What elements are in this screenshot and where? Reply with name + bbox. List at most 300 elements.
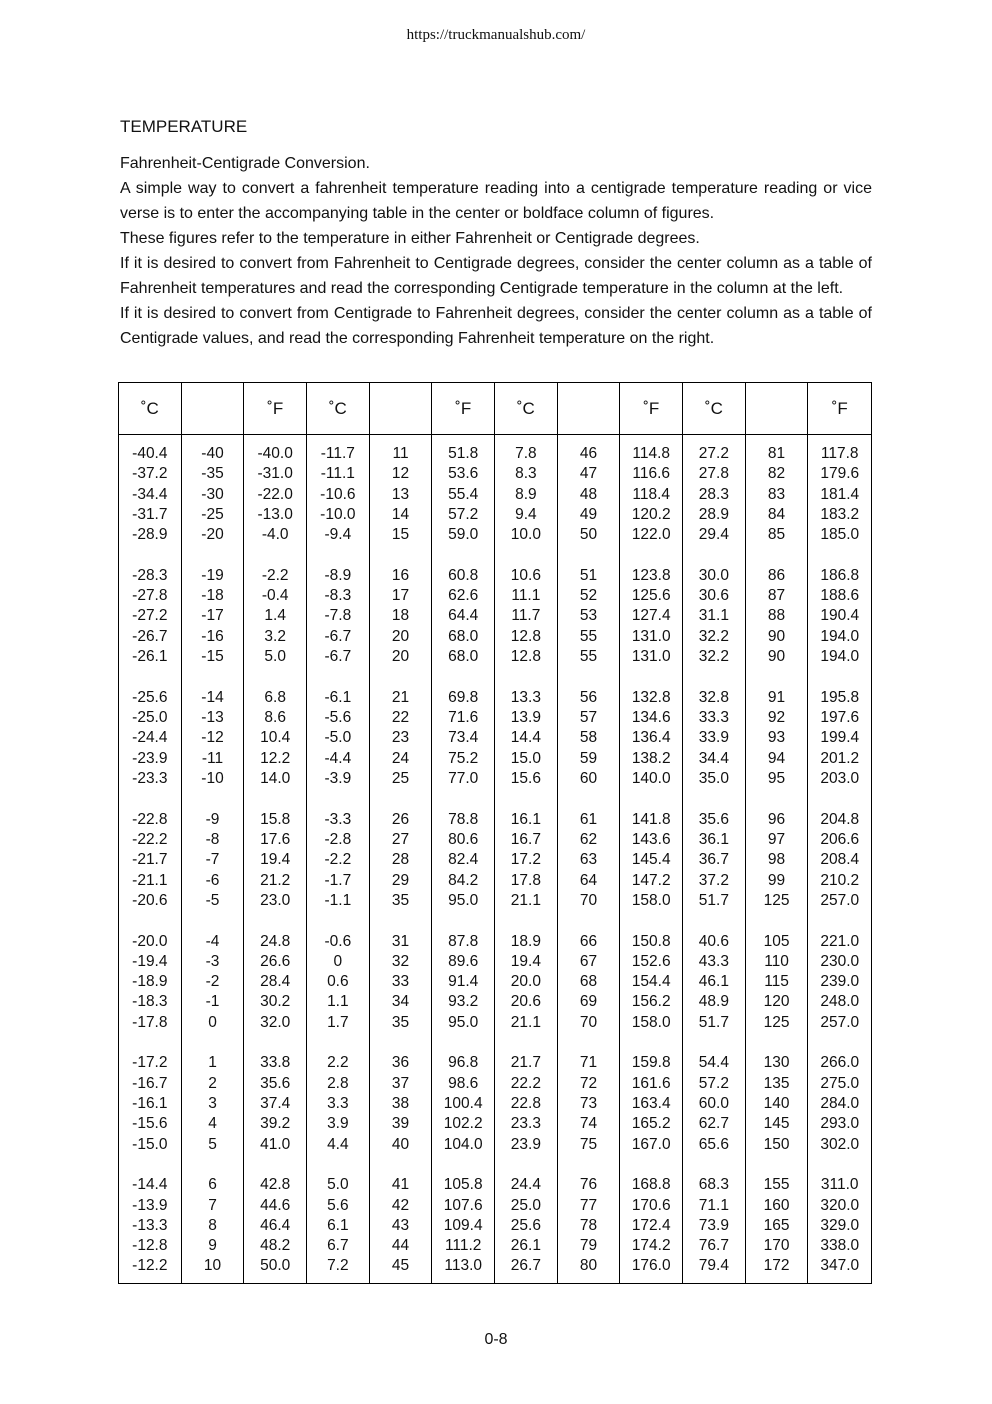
table-cell: 15.0 bbox=[510, 749, 541, 767]
row-group bbox=[620, 688, 682, 789]
table-cell: 20.6 bbox=[510, 993, 541, 1011]
table-cell: 64 bbox=[579, 871, 598, 889]
table-cell: 53 bbox=[579, 607, 598, 625]
row-group bbox=[432, 566, 494, 667]
table-cell: -20.6 bbox=[132, 891, 168, 909]
table-cell: 28 bbox=[391, 851, 410, 869]
row-group bbox=[370, 1175, 432, 1276]
table-cell: -2.2 bbox=[324, 851, 352, 869]
table-cell: 0 bbox=[333, 952, 343, 970]
row-group bbox=[182, 932, 244, 1033]
table-cell: 248.0 bbox=[820, 993, 860, 1011]
table-cell: 15.8 bbox=[260, 810, 291, 828]
row-group bbox=[307, 1053, 369, 1154]
table-cell: -31.7 bbox=[132, 505, 168, 523]
row-group bbox=[432, 688, 494, 789]
table-cell: 257.0 bbox=[820, 1013, 860, 1031]
row-group bbox=[182, 1175, 244, 1276]
table-cell: 73.4 bbox=[448, 729, 479, 747]
table-cell: 26.1 bbox=[510, 1237, 541, 1255]
table-cell: 76.7 bbox=[698, 1237, 729, 1255]
table-cell: 12.2 bbox=[260, 749, 291, 767]
column-header: ˚F bbox=[244, 383, 306, 435]
table-cell: 11.7 bbox=[511, 607, 541, 625]
table-cell: 1.1 bbox=[327, 993, 349, 1011]
row-group bbox=[558, 932, 620, 1033]
table-cell: 46.4 bbox=[260, 1216, 291, 1234]
table-cell: -6.1 bbox=[324, 688, 352, 706]
table-cell: 57.2 bbox=[698, 1074, 729, 1092]
row-group bbox=[620, 810, 682, 911]
table-cell: 28.9 bbox=[698, 505, 729, 523]
table-cell: 206.6 bbox=[820, 830, 860, 848]
table-cell: 16 bbox=[391, 566, 410, 584]
row-group bbox=[370, 444, 432, 545]
table-cell: 125 bbox=[763, 891, 790, 909]
row-group bbox=[119, 444, 181, 545]
table-cell: 90 bbox=[767, 627, 786, 645]
row-group bbox=[307, 932, 369, 1033]
table-cell: 87 bbox=[767, 587, 786, 605]
table-cell: -22.2 bbox=[132, 830, 168, 848]
table-cell: 140 bbox=[763, 1094, 790, 1112]
row-group bbox=[307, 566, 369, 667]
table-cell: 39 bbox=[391, 1115, 410, 1133]
row-group bbox=[244, 1053, 306, 1154]
table-cell: 0 bbox=[208, 1013, 217, 1031]
table-cell: 62.7 bbox=[698, 1115, 729, 1133]
table-cell: 46 bbox=[579, 445, 598, 462]
table-cell: 6.8 bbox=[264, 688, 286, 706]
table-cell: 113.0 bbox=[444, 1257, 483, 1275]
table-cell: 23.0 bbox=[260, 891, 291, 909]
table-column bbox=[432, 383, 495, 1283]
table-cell: 150 bbox=[763, 1135, 790, 1153]
table-cell: 32.2 bbox=[698, 627, 729, 645]
row-group bbox=[432, 1053, 494, 1154]
table-cell: -10.0 bbox=[320, 505, 356, 523]
table-cell: 275.0 bbox=[820, 1074, 860, 1092]
column-header: ˚C bbox=[307, 383, 369, 435]
table-cell: 50.0 bbox=[260, 1257, 291, 1275]
table-cell: 167.0 bbox=[631, 1135, 671, 1153]
row-group bbox=[683, 1175, 745, 1276]
table-cell: -40 bbox=[201, 445, 224, 462]
table-cell: 1 bbox=[208, 1054, 217, 1072]
table-column bbox=[244, 383, 307, 1283]
table-cell: 33.8 bbox=[260, 1054, 291, 1072]
row-group bbox=[683, 932, 745, 1033]
table-cell: 98 bbox=[767, 851, 786, 869]
table-cell: -18.9 bbox=[132, 973, 168, 991]
table-cell: 30.2 bbox=[260, 993, 291, 1011]
table-cell: 79 bbox=[579, 1237, 598, 1255]
table-cell: -31.0 bbox=[257, 465, 293, 483]
table-cell: -15.6 bbox=[132, 1115, 168, 1133]
table-cell: 8.9 bbox=[515, 485, 537, 503]
table-cell: 132.8 bbox=[631, 688, 671, 706]
table-cell: 140.0 bbox=[631, 769, 671, 787]
row-group bbox=[620, 932, 682, 1033]
row-group bbox=[683, 444, 745, 545]
table-cell: 188.6 bbox=[820, 587, 860, 605]
table-cell: -9.4 bbox=[324, 526, 352, 544]
table-cell: 136.4 bbox=[631, 729, 671, 747]
table-cell: -13 bbox=[201, 709, 224, 727]
row-group bbox=[495, 1053, 557, 1154]
table-cell: 156.2 bbox=[631, 993, 671, 1011]
table-cell: 75 bbox=[579, 1135, 598, 1153]
table-cell: 208.4 bbox=[820, 851, 860, 869]
table-cell: 47 bbox=[579, 465, 598, 483]
table-cell: 60.8 bbox=[448, 566, 479, 584]
table-cell: 203.0 bbox=[820, 769, 860, 787]
table-cell: 17.2 bbox=[510, 851, 541, 869]
table-cell: 22 bbox=[391, 709, 410, 727]
table-cell: 49 bbox=[579, 505, 598, 523]
table-cell: 40.6 bbox=[698, 932, 729, 950]
table-column bbox=[307, 383, 370, 1283]
table-cell: 2.2 bbox=[327, 1054, 349, 1072]
table-cell: -8.3 bbox=[324, 587, 352, 605]
intro-paragraph: A simple way to convert a fahrenheit temperature reading into a centigrade temperature reading or vice verse is to enter the accompanying table in the center or boldface column of figures. bbox=[120, 180, 872, 222]
table-cell: -40.0 bbox=[257, 445, 293, 462]
table-cell: -6.7 bbox=[324, 627, 352, 645]
table-column bbox=[746, 383, 809, 1283]
table-cell: 35 bbox=[391, 891, 410, 909]
column-header: ˚C bbox=[683, 383, 745, 435]
table-cell: 62 bbox=[579, 830, 598, 848]
row-group bbox=[558, 688, 620, 789]
table-cell: 11 bbox=[392, 445, 409, 462]
table-cell: 80.6 bbox=[448, 830, 479, 848]
table-cell: 147.2 bbox=[631, 871, 671, 889]
table-cell: 134.6 bbox=[631, 709, 671, 727]
row-group bbox=[119, 688, 181, 789]
table-cell: 74 bbox=[579, 1115, 598, 1133]
table-cell: 44 bbox=[391, 1237, 410, 1255]
table-cell: 190.4 bbox=[820, 607, 860, 625]
table-cell: 24 bbox=[391, 749, 410, 767]
table-cell: -24.4 bbox=[132, 729, 168, 747]
table-cell: 70 bbox=[579, 891, 598, 909]
table-cell: -1.7 bbox=[324, 871, 352, 889]
row-group bbox=[808, 810, 871, 911]
table-cell: -14 bbox=[201, 688, 224, 706]
table-cell: 91.4 bbox=[448, 973, 479, 991]
intro-paragraph: These figures refer to the temperature in either Fahrenheit or Centigrade degrees. bbox=[120, 230, 700, 247]
table-cell: 13.3 bbox=[510, 688, 541, 706]
table-cell: -25.0 bbox=[132, 709, 168, 727]
row-group bbox=[370, 932, 432, 1033]
table-cell: 320.0 bbox=[820, 1196, 860, 1214]
table-cell: 35.6 bbox=[698, 810, 729, 828]
column-header: ˚F bbox=[808, 383, 871, 435]
table-cell: 82.4 bbox=[448, 851, 479, 869]
table-cell: 105.8 bbox=[443, 1176, 483, 1194]
row-group bbox=[119, 810, 181, 911]
table-cell: 35.6 bbox=[260, 1074, 291, 1092]
row-group bbox=[620, 566, 682, 667]
row-group bbox=[495, 1175, 557, 1276]
table-cell: 13.9 bbox=[510, 709, 541, 727]
table-cell: -20 bbox=[201, 526, 224, 544]
table-cell: 81 bbox=[767, 445, 786, 462]
table-cell: 42 bbox=[391, 1196, 410, 1214]
table-cell: 14.4 bbox=[510, 729, 541, 747]
column-header: ˚C bbox=[495, 383, 557, 435]
table-column bbox=[370, 383, 433, 1283]
table-cell: 80 bbox=[579, 1257, 598, 1275]
table-cell: 55 bbox=[579, 648, 598, 666]
table-cell: 25.0 bbox=[510, 1196, 541, 1214]
table-cell: 338.0 bbox=[820, 1237, 860, 1255]
table-cell: 5.0 bbox=[264, 648, 286, 666]
table-cell: 181.4 bbox=[820, 485, 860, 503]
table-cell: 64.4 bbox=[448, 607, 479, 625]
table-cell: 21 bbox=[391, 688, 410, 706]
table-cell: -2 bbox=[205, 973, 220, 991]
table-cell: 127.4 bbox=[631, 607, 671, 625]
row-group bbox=[746, 1053, 808, 1154]
row-group bbox=[495, 688, 557, 789]
table-cell: 176.0 bbox=[631, 1257, 671, 1275]
table-cell: 41 bbox=[391, 1176, 410, 1194]
table-cell: 197.6 bbox=[820, 709, 860, 727]
table-cell: 125 bbox=[763, 1013, 790, 1031]
table-cell: 88 bbox=[767, 607, 786, 625]
table-cell: 6.7 bbox=[327, 1237, 349, 1255]
table-cell: 30.6 bbox=[698, 587, 729, 605]
table-cell: 293.0 bbox=[820, 1115, 860, 1133]
column-header bbox=[558, 383, 620, 435]
row-group bbox=[370, 688, 432, 789]
table-cell: 152.6 bbox=[631, 952, 671, 970]
row-group bbox=[432, 932, 494, 1033]
row-group bbox=[746, 566, 808, 667]
table-cell: 7.8 bbox=[515, 445, 537, 462]
table-cell: 10.6 bbox=[510, 566, 541, 584]
table-cell: 28.4 bbox=[260, 973, 291, 991]
table-cell: 9.4 bbox=[515, 505, 537, 523]
table-cell: -3.9 bbox=[324, 769, 352, 787]
table-cell: -1.1 bbox=[324, 891, 352, 909]
table-cell: 77 bbox=[579, 1196, 598, 1214]
table-cell: 59 bbox=[579, 749, 598, 767]
table-cell: 25.6 bbox=[510, 1216, 541, 1234]
table-cell: 179.6 bbox=[820, 465, 860, 483]
table-cell: 21.2 bbox=[260, 871, 291, 889]
table-cell: 230.0 bbox=[820, 952, 860, 970]
table-cell: 257.0 bbox=[820, 891, 860, 909]
table-cell: 170 bbox=[763, 1237, 790, 1255]
table-cell: 82 bbox=[767, 465, 786, 483]
table-cell: -18.3 bbox=[132, 993, 168, 1011]
table-cell: 63 bbox=[579, 851, 598, 869]
table-cell: 96.8 bbox=[448, 1054, 479, 1072]
table-cell: 38 bbox=[391, 1094, 410, 1112]
table-cell: 18 bbox=[391, 607, 410, 625]
table-cell: -3.3 bbox=[324, 810, 352, 828]
table-cell: 105 bbox=[763, 932, 790, 950]
table-cell: 56 bbox=[579, 688, 598, 706]
table-cell: 165 bbox=[763, 1216, 790, 1234]
table-cell: 84.2 bbox=[448, 871, 479, 889]
table-cell: 239.0 bbox=[820, 973, 860, 991]
table-cell: 111.2 bbox=[444, 1237, 482, 1255]
table-cell: -17.8 bbox=[132, 1013, 168, 1031]
table-cell: -9 bbox=[205, 810, 220, 828]
table-cell: -22.0 bbox=[257, 485, 293, 503]
table-cell: -6.7 bbox=[324, 648, 352, 666]
table-cell: -12 bbox=[201, 729, 224, 747]
table-cell: 69 bbox=[579, 993, 598, 1011]
table-cell: 120.2 bbox=[631, 505, 671, 523]
row-group bbox=[808, 1175, 871, 1276]
table-cell: 58 bbox=[579, 729, 598, 747]
table-cell: 145 bbox=[763, 1115, 790, 1133]
table-cell: 347.0 bbox=[820, 1257, 860, 1275]
row-group bbox=[746, 688, 808, 789]
row-group bbox=[244, 810, 306, 911]
table-cell: 12 bbox=[391, 465, 410, 483]
table-cell: -37.2 bbox=[132, 465, 168, 483]
row-group bbox=[746, 444, 808, 545]
table-cell: 29 bbox=[391, 871, 410, 889]
row-group bbox=[808, 688, 871, 789]
table-cell: 6 bbox=[208, 1176, 217, 1194]
table-cell: 20 bbox=[391, 648, 410, 666]
table-cell: 60 bbox=[579, 769, 598, 787]
table-cell: 24.8 bbox=[260, 932, 291, 950]
row-group bbox=[683, 566, 745, 667]
table-cell: 97 bbox=[767, 830, 786, 848]
row-group bbox=[119, 566, 181, 667]
table-cell: 48.2 bbox=[260, 1237, 291, 1255]
table-cell: 120 bbox=[763, 993, 790, 1011]
table-cell: -16 bbox=[201, 627, 224, 645]
table-cell: -12.2 bbox=[132, 1257, 168, 1275]
table-cell: -27.8 bbox=[132, 587, 168, 605]
table-cell: 4.4 bbox=[327, 1135, 349, 1153]
table-cell: 125.6 bbox=[631, 587, 671, 605]
table-cell: 87.8 bbox=[448, 932, 479, 950]
table-cell: 91 bbox=[767, 688, 786, 706]
table-cell: -14.4 bbox=[132, 1176, 168, 1194]
table-cell: 102.2 bbox=[443, 1115, 483, 1133]
table-cell: 0.6 bbox=[327, 973, 349, 991]
table-cell: 29.4 bbox=[698, 526, 729, 544]
table-cell: 1.7 bbox=[327, 1013, 349, 1031]
table-cell: 27.8 bbox=[698, 465, 729, 483]
table-cell: -40.4 bbox=[132, 445, 168, 462]
table-cell: 145.4 bbox=[631, 851, 671, 869]
table-cell: -11.7 bbox=[320, 445, 355, 462]
table-cell: 32 bbox=[391, 952, 410, 970]
table-cell: 109.4 bbox=[443, 1216, 483, 1234]
row-group bbox=[620, 1175, 682, 1276]
table-cell: -21.7 bbox=[132, 851, 168, 869]
table-cell: 60.0 bbox=[698, 1094, 729, 1112]
table-cell: 70 bbox=[579, 1013, 598, 1031]
table-cell: 36 bbox=[391, 1054, 410, 1072]
table-cell: 24.4 bbox=[510, 1176, 541, 1194]
table-cell: 93 bbox=[767, 729, 786, 747]
table-cell: 32.2 bbox=[698, 648, 729, 666]
table-cell: 194.0 bbox=[820, 648, 860, 666]
table-cell: 17 bbox=[391, 587, 410, 605]
table-cell: 22.2 bbox=[510, 1074, 541, 1092]
table-cell: 85 bbox=[767, 526, 786, 544]
table-cell: 15.6 bbox=[510, 769, 541, 787]
table-cell: 51.7 bbox=[698, 1013, 729, 1031]
table-cell: 11.1 bbox=[511, 587, 541, 605]
row-group bbox=[182, 810, 244, 911]
row-group bbox=[119, 1053, 181, 1154]
table-cell: 14 bbox=[391, 505, 410, 523]
table-cell: 75.2 bbox=[448, 749, 479, 767]
table-cell: 118.4 bbox=[632, 485, 671, 503]
table-cell: -10.6 bbox=[320, 485, 356, 503]
row-group bbox=[244, 932, 306, 1033]
table-column bbox=[808, 383, 871, 1283]
row-group bbox=[558, 1053, 620, 1154]
table-cell: 93.2 bbox=[448, 993, 479, 1011]
table-cell: -26.1 bbox=[132, 648, 168, 666]
table-cell: 30.0 bbox=[698, 566, 729, 584]
table-cell: 100.4 bbox=[443, 1094, 483, 1112]
table-cell: 37.4 bbox=[260, 1094, 291, 1112]
table-cell: 77.0 bbox=[448, 769, 479, 787]
table-cell: 21.1 bbox=[510, 891, 541, 909]
table-column bbox=[683, 383, 746, 1283]
table-cell: -25.6 bbox=[132, 688, 168, 706]
table-cell: 114.8 bbox=[632, 445, 671, 462]
table-cell: 51.7 bbox=[698, 891, 729, 909]
table-cell: 68.0 bbox=[448, 648, 479, 666]
table-cell: 115 bbox=[764, 973, 789, 991]
table-cell: 26.7 bbox=[510, 1257, 541, 1275]
table-cell: 3.3 bbox=[327, 1094, 349, 1112]
table-cell: 46.1 bbox=[698, 973, 729, 991]
table-cell: 165.2 bbox=[631, 1115, 671, 1133]
table-cell: 154.4 bbox=[631, 973, 671, 991]
table-cell: 110 bbox=[764, 952, 789, 970]
table-cell: 3.9 bbox=[327, 1115, 349, 1133]
row-group bbox=[495, 566, 557, 667]
table-cell: 67 bbox=[579, 952, 598, 970]
table-cell: 68.3 bbox=[698, 1176, 729, 1194]
table-cell: 43.3 bbox=[698, 952, 729, 970]
table-cell: 204.8 bbox=[820, 810, 860, 828]
table-cell: -11.1 bbox=[320, 465, 355, 483]
table-cell: 51 bbox=[579, 566, 598, 584]
table-cell: 141.8 bbox=[631, 810, 671, 828]
table-cell: -13.0 bbox=[257, 505, 293, 523]
row-group bbox=[620, 1053, 682, 1154]
table-cell: 86 bbox=[767, 566, 786, 584]
table-cell: -7.8 bbox=[324, 607, 352, 625]
table-cell: 302.0 bbox=[820, 1135, 860, 1153]
table-cell: -15 bbox=[201, 648, 224, 666]
table-column bbox=[495, 383, 558, 1283]
table-cell: 186.8 bbox=[820, 566, 860, 584]
table-cell: 31 bbox=[391, 932, 410, 950]
row-group bbox=[558, 444, 620, 545]
row-group bbox=[683, 810, 745, 911]
table-cell: -16.7 bbox=[132, 1074, 168, 1092]
table-cell: 6.1 bbox=[327, 1216, 349, 1234]
